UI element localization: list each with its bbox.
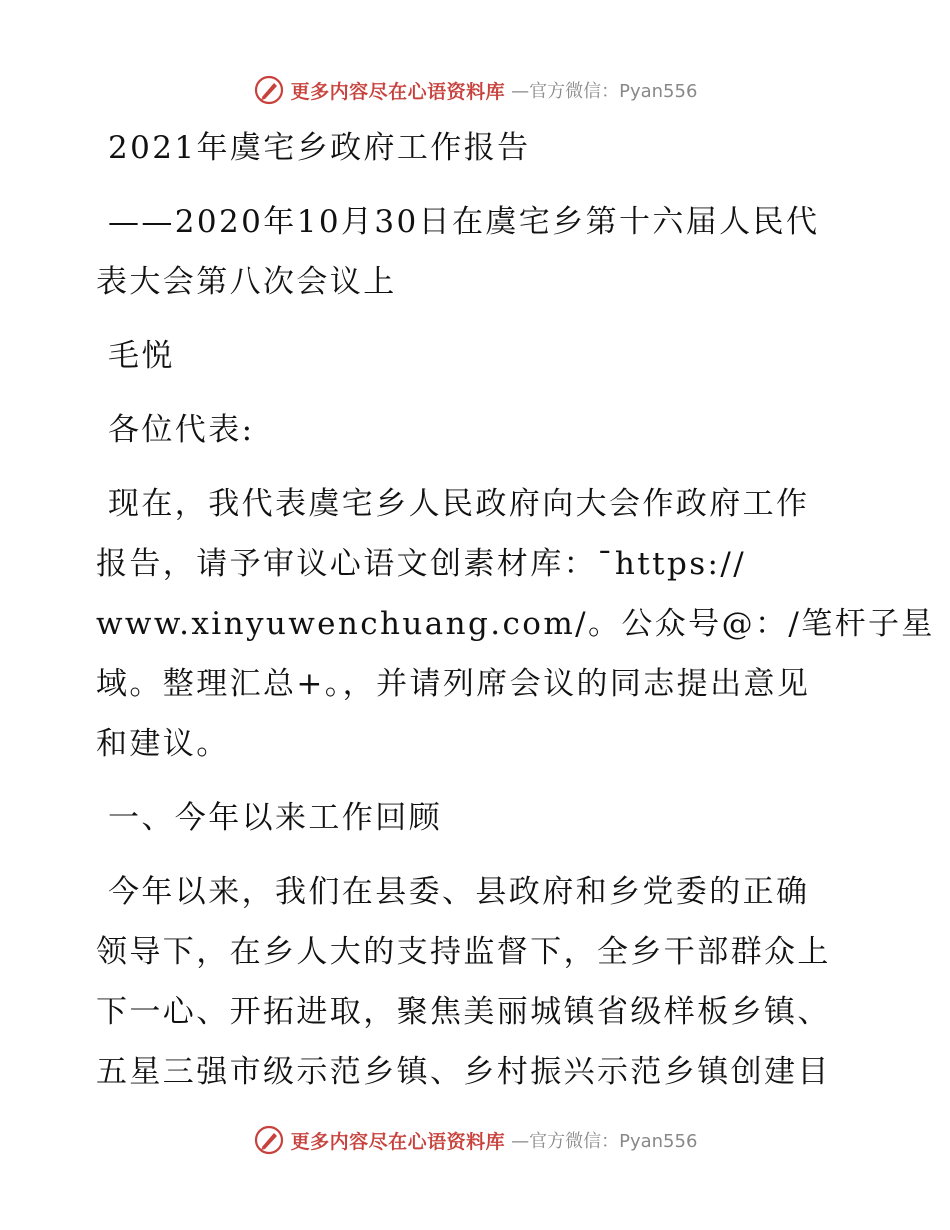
- watermark-wechat-id: —官方微信：Pyan556: [511, 81, 698, 102]
- paragraph-line: 五星三强市级示范乡镇、乡村振兴示范乡镇创建目: [96, 1054, 831, 1090]
- footer-watermark: [0, 1120, 950, 1160]
- quill-pen-circle-icon: [253, 74, 285, 106]
- author-name: 毛悦: [108, 338, 175, 374]
- paragraph-line: 和建议。: [96, 726, 230, 762]
- paragraph-line: 报告，请予审议心语文创素材库：¯https://: [96, 546, 747, 582]
- watermark-site-name: 更多内容尽在心语资料库: [290, 80, 506, 103]
- subtitle-line: 表大会第八次会议上: [96, 264, 397, 300]
- watermark-wechat-id: —官方微信：Pyan556: [511, 1131, 698, 1152]
- paragraph-line: www.xinyuwenchuang.com/。公众号@：/笔杆子星: [96, 606, 935, 642]
- paragraph-line: 现在，我代表虞宅乡人民政府向大会作政府工作: [108, 486, 810, 522]
- document-title: 2021年虞宅乡政府工作报告: [108, 130, 531, 166]
- document-body: [96, 118, 935, 1102]
- quill-pen-circle-icon: [253, 1124, 285, 1156]
- header-watermark: [0, 70, 950, 110]
- paragraph-line: 今年以来，我们在县委、县政府和乡党委的正确: [108, 874, 810, 910]
- paragraph-line: 域。整理汇总+。，并请列席会议的同志提出意见: [96, 666, 811, 702]
- watermark-site-name: 更多内容尽在心语资料库: [290, 1130, 506, 1153]
- subtitle-line: ——2020年10月30日在虞宅乡第十六届人民代: [108, 204, 820, 240]
- paragraph-line: 领导下，在乡人大的支持监督下，全乡干部群众上: [96, 934, 831, 970]
- salutation: 各位代表:: [108, 412, 255, 448]
- paragraph-line: 下一心、开拓进取，聚焦美丽城镇省级样板乡镇、: [96, 994, 831, 1030]
- section-heading: 一、今年以来工作回顾: [108, 800, 442, 836]
